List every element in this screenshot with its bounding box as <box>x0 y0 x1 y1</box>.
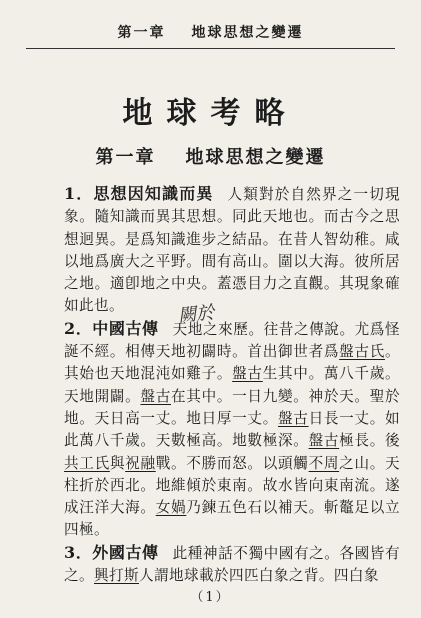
body-run: 戰。不勝而怒。以頭觸 <box>155 454 309 472</box>
section-heading: 2．中國古傳 <box>64 318 159 338</box>
book-title: 地球考略 <box>122 96 299 131</box>
body-run: 乃鍊五色石以補天。斬鼇足以立四極。 <box>64 499 400 539</box>
page-number: （1） <box>190 590 231 605</box>
proper-noun: 共工氏 <box>64 454 110 472</box>
proper-noun: 盤古 <box>140 387 171 405</box>
section-1 <box>64 183 400 318</box>
body-run: 極長。後 <box>339 432 400 450</box>
handwritten-note: 闕於 <box>177 302 216 327</box>
chapter-heading <box>0 143 421 169</box>
proper-noun: 盤古 <box>278 409 309 427</box>
proper-noun: 女媧 <box>155 499 187 517</box>
chapter-title: 地球思想之變遷 <box>185 147 326 168</box>
proper-noun: 祝融 <box>125 454 156 472</box>
body-run: 人類對於自然界之一切現象。隨知識而異其思想。同此天地也。而古今之思想迥異。是爲知識進步之結品。在昔人智幼稚。咸以地爲廣大之平野。間有高山。圍以大海。彼所居之地。適卽地之中央。蓋憑目力之直觀。其現象確如此也。 <box>64 186 401 315</box>
proper-noun: 興打斯 <box>94 567 139 585</box>
section-heading: 1．思想因知識而異 <box>64 184 214 203</box>
body-run: 生其中。萬八千歲。天地開闢。 <box>64 365 400 405</box>
body-run: 人謂地球載於四匹白象之背。四白象 <box>138 567 379 585</box>
body-text <box>64 183 400 587</box>
body-run: 此種神話不獨中國有之。各國皆有之。 <box>64 544 400 585</box>
section-3 <box>64 542 400 588</box>
section-2 <box>64 318 400 542</box>
chapter-number: 第一章 <box>95 147 156 168</box>
proper-noun: 盤古 <box>308 432 340 450</box>
body-run: 天地之來歷。往昔之傳說。尤爲怪誕不經。相傳天地初闢時。首出御世者爲 <box>64 320 400 361</box>
header-title: 地球思想之變遷 <box>191 25 304 41</box>
proper-noun: 盤古氏 <box>339 343 385 361</box>
header-chapter: 第一章 <box>117 25 166 41</box>
body-run: 日長一丈。如此萬八千歲。天數極高。地數極深。 <box>64 409 400 450</box>
proper-noun: 盤古 <box>232 365 263 383</box>
proper-noun: 不周 <box>308 454 340 472</box>
body-run: 。其始也天地混沌如雞子。 <box>64 343 400 383</box>
body-run: 在其中。一日九變。神於天。聖於地。天日高一丈。地日厚一丈。 <box>64 387 400 427</box>
body-run: 之山。天柱折於西北。地維傾於東南。故水皆向東南流。遂成汪洋大海。 <box>64 454 400 517</box>
header-rule <box>26 48 395 49</box>
running-header <box>26 22 395 42</box>
body-run: 與 <box>109 454 126 472</box>
section-heading: 3．外國古傳 <box>64 542 159 562</box>
